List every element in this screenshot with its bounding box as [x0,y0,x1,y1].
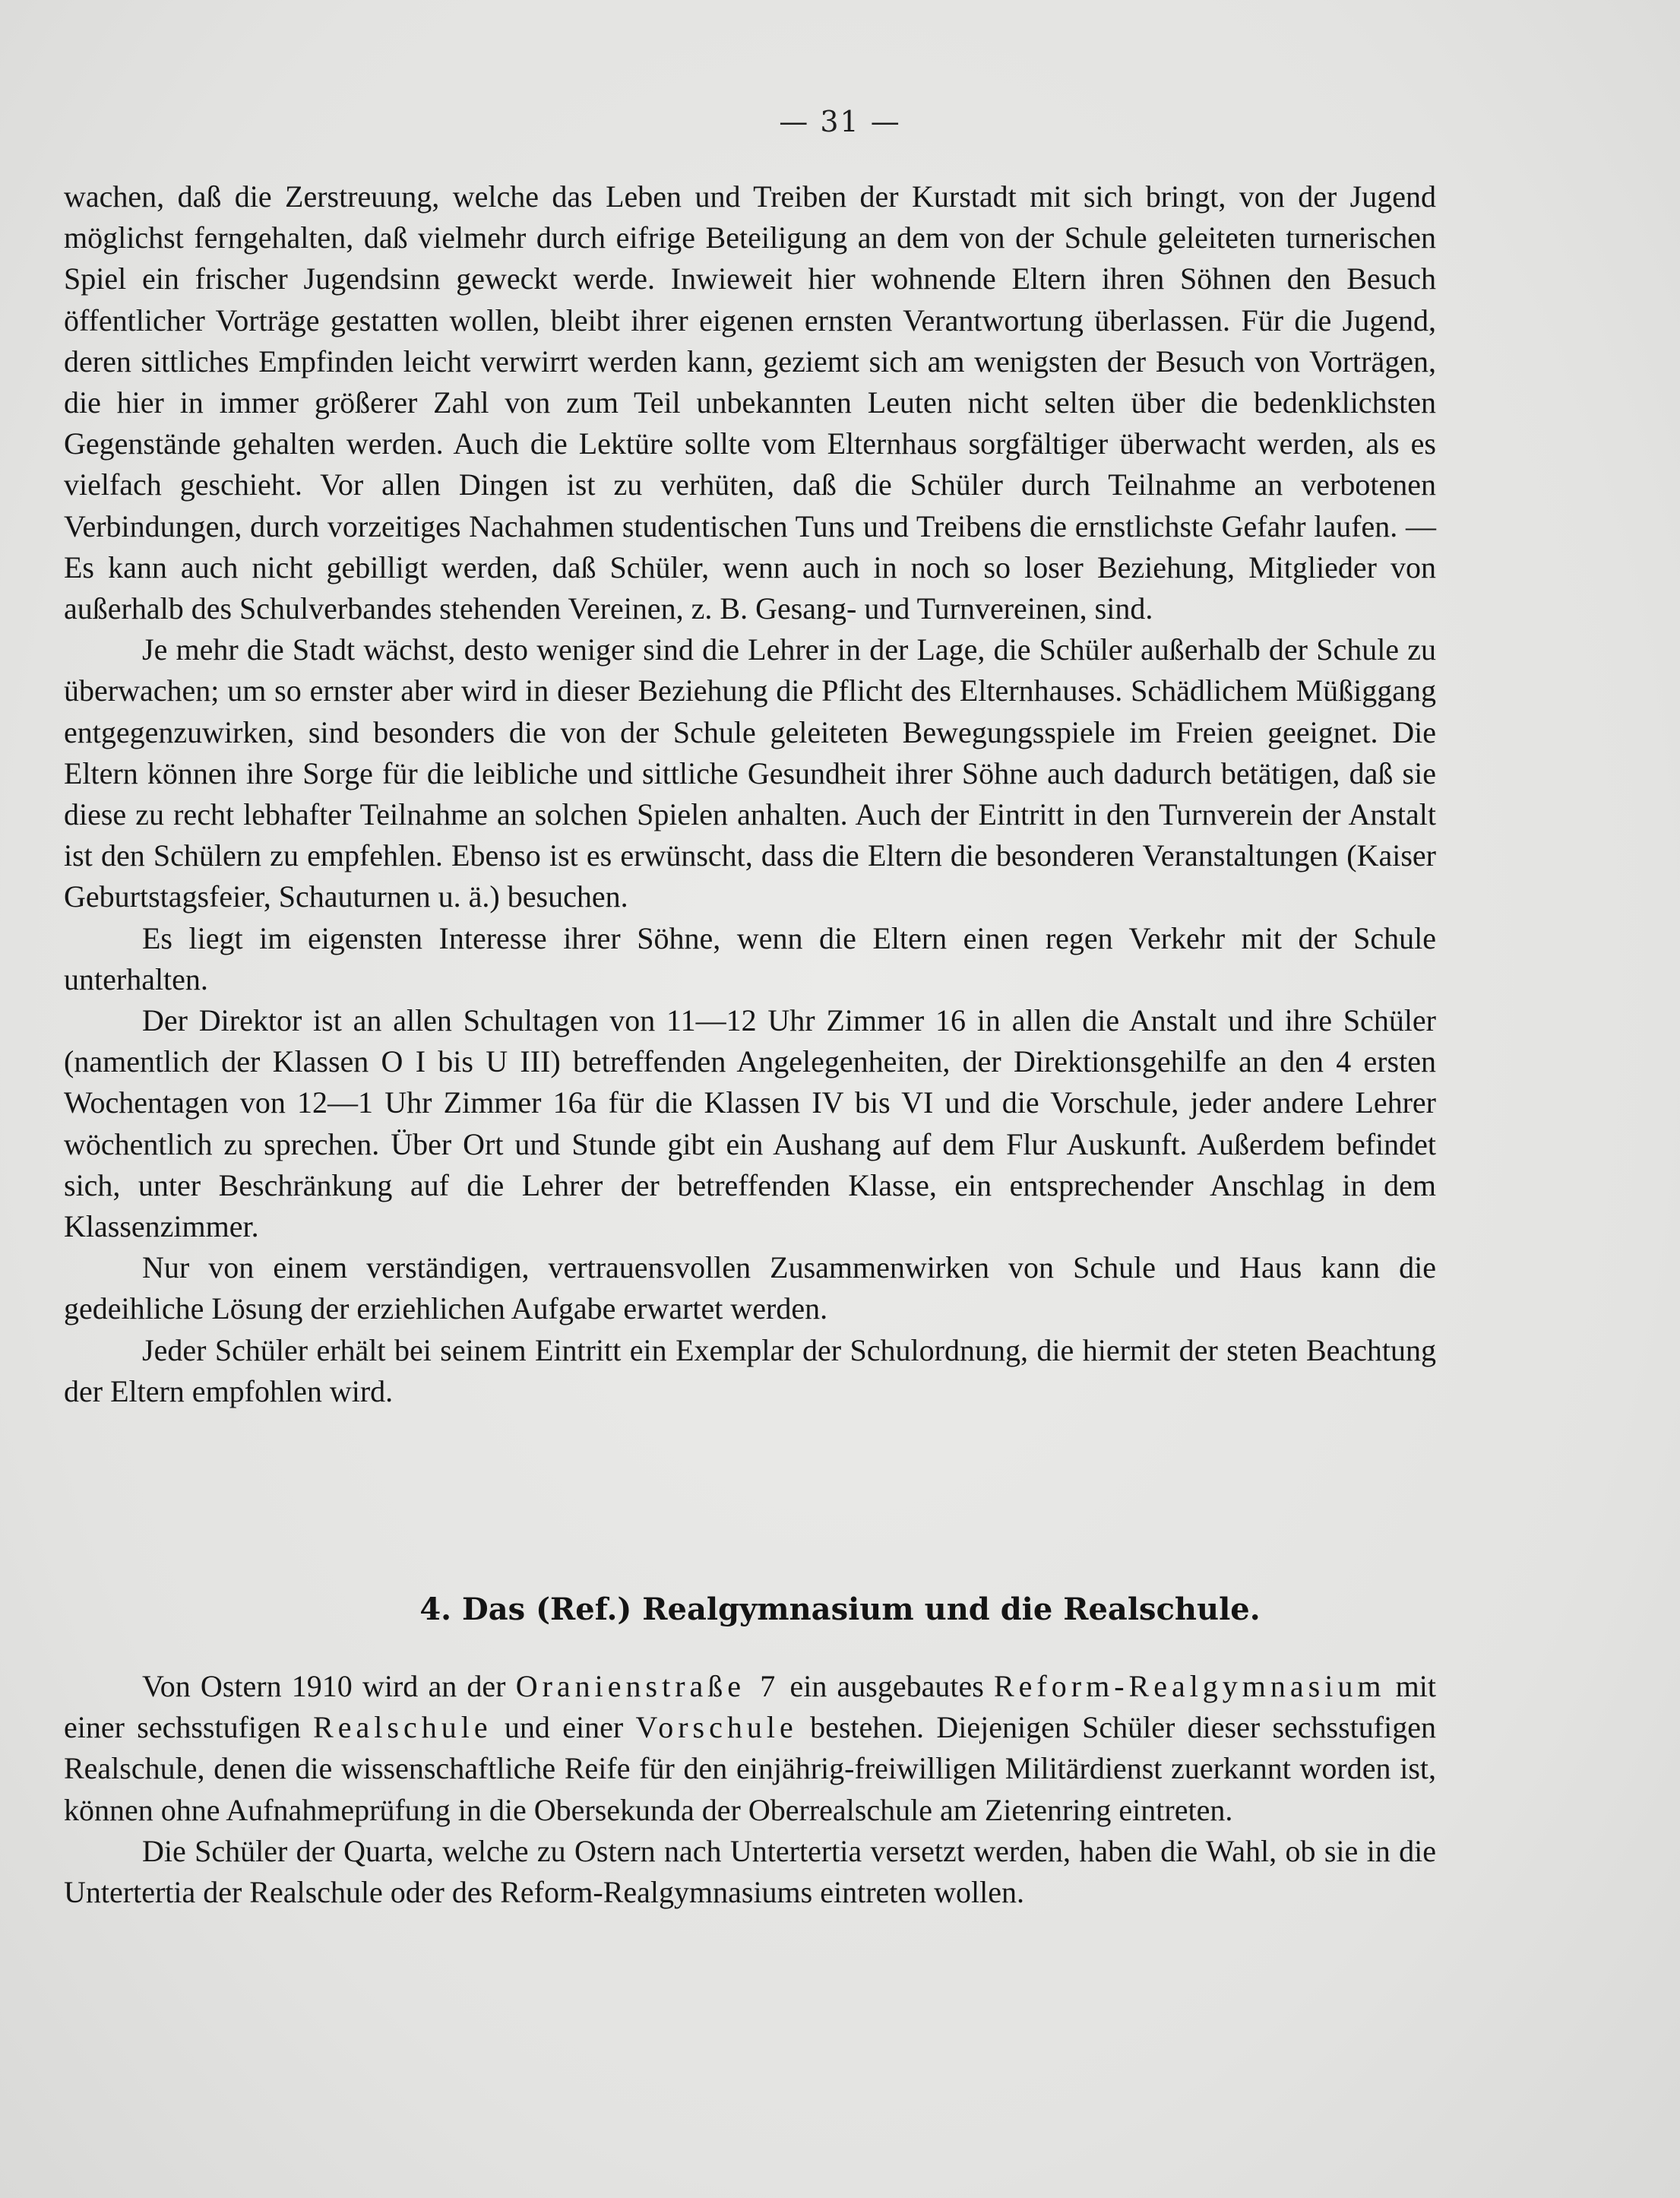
text-span: und einer [492,1710,636,1745]
page-number: — 31 — [779,105,901,138]
body-text-part1 [64,176,1436,1412]
emphasized-realschule: Realschule [313,1710,492,1745]
paragraph-school-rules: Jeder Schüler erhält bei seinem Eintritt ein Exemplar der Schulordnung, die hiermit der steten Beachtung der Eltern empfohlen wird. [64,1332,1436,1408]
paragraph-city-growth: Je mehr die Stadt wächst, desto weniger sind die Lehrer in der Lage, die Schüler außerhalb der Schule zu überwachen; um so ernster aber wird in dieser Beziehung die Pflicht des Elternhauses. Schädlichem Müßiggang entgegenzuwirken, sind besonders die von der Schule geleiteten Bewegungsspiele im Freien geeignet. Die Eltern können ihre Sorge für die leibliche und sittliche Gesundheit ihrer Söhne auch dadurch betätigen, daß sie diese zu recht lebhafter Teilnahme an solchen Spielen anhalten. Auch der Eintritt in den Turnverein der Anstalt ist den Schülern zu empfehlen. Ebenso ist es erwünscht, dass die Eltern die besonderen Veranstaltungen (Kaiser Geburtstagsfeier, Schauturnen u. ä.) besuchen. [64,632,1436,914]
emphasized-address: Oranienstraße 7 [515,1669,780,1703]
text-span: bestehen. Diejenigen Schüler dieser sechsstufigen Realschule, denen die wissenschaftliche Reife für den einjährig-freiwilligen Militärdienst zuerkannt worden ist, können ohne Aufnahmeprüfung in die Obersekunda der Oberrealschule am Zietenring eintreten. [64,1710,1436,1827]
paragraph-realgymnasium [64,1666,1436,1831]
paragraph-cooperation: Nur von einem verständigen, vertrauensvollen Zusammenwirken von Schule und Haus kann die gedeihliche Lösung der erziehlichen Aufgabe erwartet werden. [64,1250,1436,1326]
emphasized-vorschule: Vorschule [635,1710,798,1745]
text-span: ein ausgebautes [780,1669,994,1703]
body-text-part2 [64,1666,1436,1913]
paragraph-quarta-choice: Die Schüler der Quarta, welche zu Ostern nach Untertertia versetzt werden, haben die Wahl, ob sie in die Untertertia der Realschule oder des Reform-Realgymnasiums eintreten wollen. [64,1833,1436,1910]
paragraph-parent-contact: Es liegt im eigensten Interesse ihrer Söhne, wenn die Eltern einen regen Verkehr mit der Schule unterhalten. [64,920,1436,996]
paragraph-office-hours: Der Direktor ist an allen Schultagen von 11—12 Uhr Zimmer 16 in allen die Anstalt und ihre Schüler (namentlich der Klassen O I bis U III) betreffenden Angelegenheiten, der Direktionsgehilfe an den 4 ersten Wochentagen von 12—1 Uhr Zimmer 16a für die Klassen IV bis VI und die Vorschule, jeder andere Lehrer wöchentlich zu sprechen. Über Ort und Stunde gibt ein Aushang auf dem Flur Auskunft. Außerdem befindet sich, unter Beschränkung auf die Lehrer der betreffenden Klasse, ein entsprechender Anschlag in dem Klassenzimmer. [64,1003,1436,1244]
text-span: Von Ostern 1910 wird an der [142,1669,516,1703]
emphasized-school-name: Reform-Realgymnasium [994,1669,1386,1703]
text-span: mit einer sechsstufigen [64,1669,1437,1745]
paragraph-continuation: wachen, daß die Zerstreuung, welche das Leben und Treiben der Kurstadt mit sich bringt, von der Jugend möglichst ferngehalten, daß vielmehr durch eifrige Beteiligung an dem von der Schule geleiteten turnerischen Spiel ein frischer Jugendsinn geweckt werde. Inwieweit hier wohnende Eltern ihren Söhnen den Besuch öffentlicher Vorträge gestatten wollen, bleibt ihrer eigenen ernsten Verantwortung überlassen. Für die Jugend, deren sittliches Empfinden leicht verwirrt werden kann, geziemt sich am wenigsten der Besuch von Vorträgen, die hier in immer größerer Zahl von zum Teil unbekannten Leuten nicht selten über die bedenklichsten Gegenstände gehalten werden. Auch die Lektüre sollte vom Elternhaus sorgfältiger überwacht werden, als es vielfach geschieht. Vor allen Dingen ist zu verhüten, daß die Schüler durch Teilnahme an verbotenen Verbindungen, durch vorzeitiges Nachahmen studentischen Tuns und Treibens die ernstlichste Gefahr laufen. — Es kann auch nicht gebilligt werden, daß Schüler, wenn auch in noch so loser Beziehung, Mitglieder von außerhalb des Schulverbandes stehenden Vereinen, z. B. Gesang- und Turnvereinen, sind. [64,179,1436,626]
section-heading: 4. Das (Ref.) Realgymnasium und die Realschule. [419,1591,1261,1627]
